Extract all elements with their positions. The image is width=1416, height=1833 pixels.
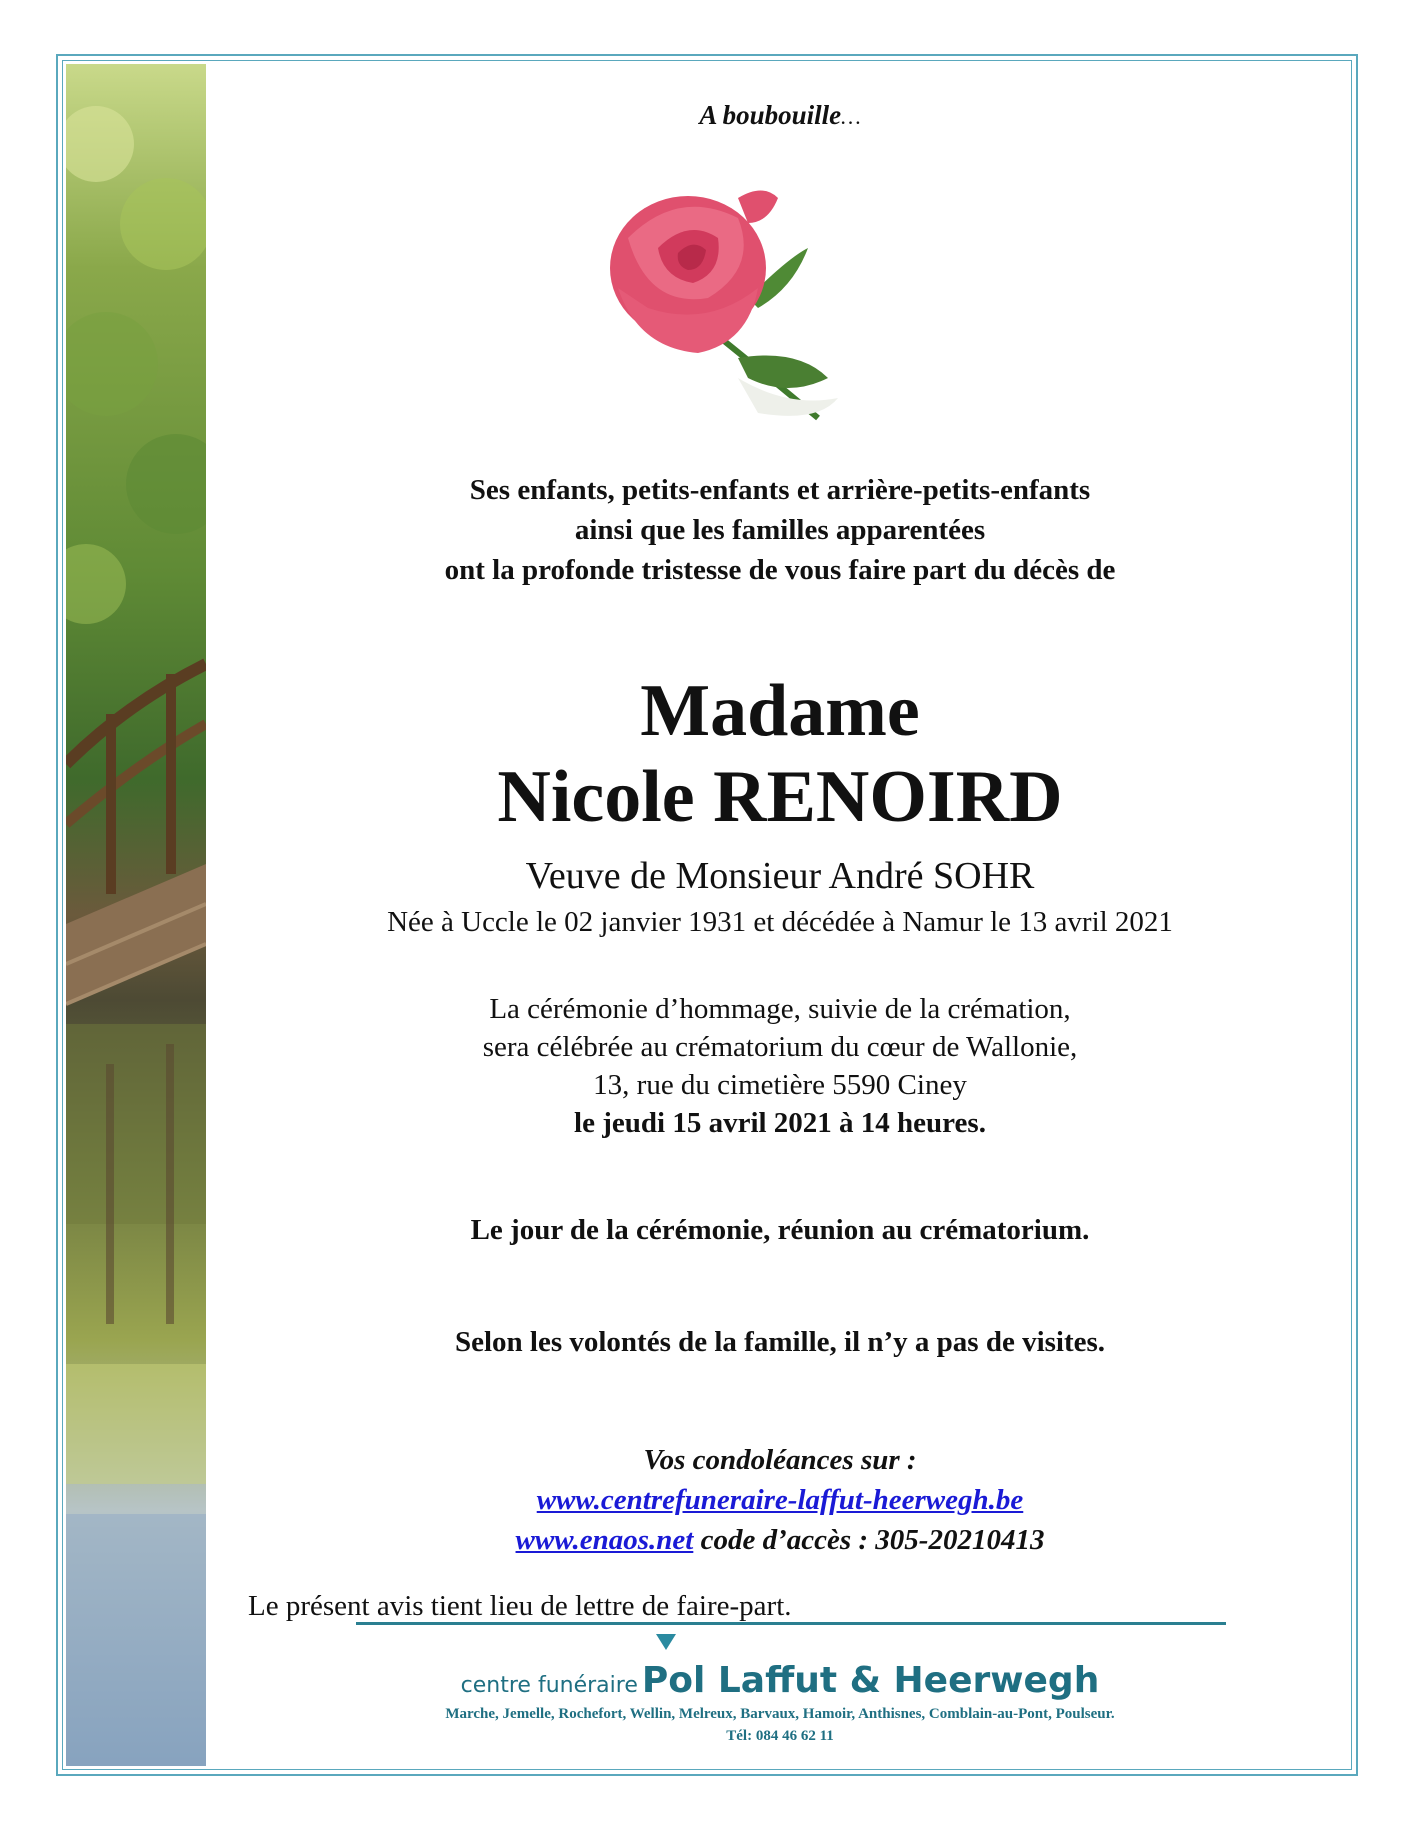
condolences-block: [210, 1440, 1350, 1560]
logo-brand: Pol Laffut & Heerwegh: [641, 1660, 1100, 1701]
family-line-3: ont la profonde tristesse de vous faire part du décès de: [444, 554, 1116, 586]
ceremony-address: 13, rue du cimetière 5590 Ciney: [593, 1069, 967, 1101]
dedication-ellipsis: …: [841, 104, 861, 129]
family-announcement: [210, 470, 1350, 590]
condolences-heading: Vos condoléances sur :: [643, 1444, 917, 1476]
ceremony-line-1: La cérémonie d’hommage, suivie de la crémation,: [489, 993, 1071, 1025]
ceremony-datetime: le jeudi 15 avril 2021 à 14 heures.: [574, 1107, 986, 1139]
footer-towns: Marche, Jemelle, Rochefort, Wellin, Melreux, Barvaux, Hamoir, Anthisnes, Comblain-au-Pont, Poulseur.: [445, 1706, 1115, 1722]
notice-text: Le présent avis tient lieu de lettre de faire-part.: [248, 1590, 792, 1622]
widow-line: Veuve de Monsieur André SOHR: [525, 855, 1035, 897]
rose-image: [588, 178, 848, 428]
deceased-honorific: Madame: [640, 670, 920, 752]
access-code: code d’accès : 305-20210413: [700, 1524, 1045, 1556]
family-line-2: ainsi que les familles apparentées: [574, 514, 986, 546]
funeral-home-logo: [210, 1660, 1350, 1701]
logo-triangle-icon: [656, 1634, 676, 1650]
footer-phone: Tél: 084 46 62 11: [726, 1728, 834, 1744]
dedication: [210, 100, 1350, 131]
family-line-1: Ses enfants, petits-enfants et arrière-petits-enfants: [469, 474, 1091, 506]
meeting-info: Le jour de la cérémonie, réunion au crématorium.: [470, 1214, 1090, 1246]
ceremony-details: [210, 990, 1350, 1142]
deceased-title: [210, 668, 1350, 840]
ceremony-line-2: sera célébrée au crématorium du cœur de Wallonie,: [482, 1031, 1078, 1063]
deceased-name: Nicole RENOIRD: [497, 756, 1063, 838]
condolences-link-funeral-home[interactable]: www.centrefuneraire-laffut-heerwegh.be: [536, 1484, 1024, 1516]
footer-divider: [356, 1622, 1226, 1625]
logo-prefix: centre funéraire: [460, 1673, 638, 1698]
side-landscape-photo: [66, 64, 206, 1766]
visits-info: Selon les volontés de la famille, il n’y a pas de visites.: [454, 1326, 1106, 1358]
condolences-link-enaos[interactable]: www.enaos.net: [515, 1524, 694, 1556]
dedication-text: A boubouille: [699, 100, 842, 130]
birth-death-dates: Née à Uccle le 02 janvier 1931 et décédée à Namur le 13 avril 2021: [387, 906, 1173, 938]
